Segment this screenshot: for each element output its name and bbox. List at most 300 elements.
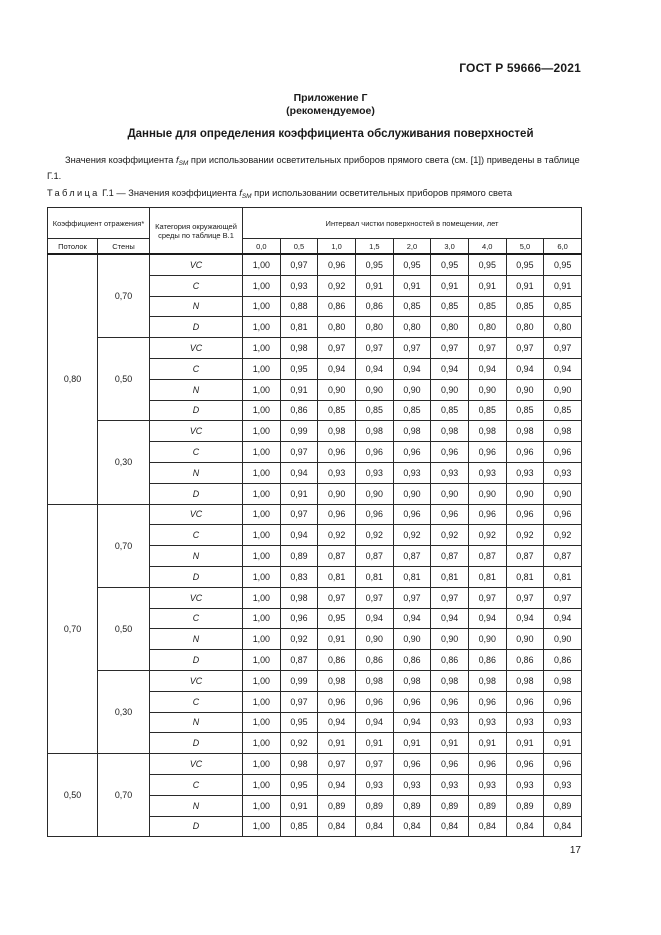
coefficient-value: 0,90 [468, 629, 506, 650]
coefficient-value: 0,94 [355, 358, 393, 379]
intro-symbol: f [175, 155, 179, 165]
coefficient-value: 0,85 [393, 400, 431, 421]
coefficient-value: 0,81 [468, 566, 506, 587]
coefficient-value: 1,00 [243, 379, 281, 400]
caption-number: Г.1 — Значения коэффициента [99, 188, 240, 198]
coefficient-value: 1,00 [243, 358, 281, 379]
coefficient-value: 0,85 [280, 816, 318, 837]
annex-subtitle: (рекомендуемое) [286, 105, 375, 117]
interval-2: 1,0 [318, 239, 356, 255]
coefficient-value: 0,96 [544, 442, 582, 463]
coefficient-value: 0,90 [393, 483, 431, 504]
coefficient-value: 0,98 [468, 670, 506, 691]
coefficient-value: 1,00 [243, 691, 281, 712]
coefficient-value: 0,96 [355, 442, 393, 463]
document-code: ГОСТ Р 59666—2021 [459, 61, 581, 75]
coefficient-value: 0,85 [431, 296, 469, 317]
category-value: N [150, 379, 243, 400]
coefficient-value: 0,86 [431, 650, 469, 671]
coefficient-value: 0,93 [280, 275, 318, 296]
coefficient-value: 0,87 [280, 650, 318, 671]
coefficient-value: 1,00 [243, 317, 281, 338]
coefficient-value: 0,91 [280, 483, 318, 504]
walls-value: 0,50 [98, 587, 150, 670]
coefficient-value: 0,86 [280, 400, 318, 421]
coefficient-value: 0,91 [468, 733, 506, 754]
interval-7: 5,0 [506, 239, 544, 255]
category-header: Категория окружающей среды по таблице В.1 [150, 208, 243, 255]
ceiling-header: Потолок [48, 239, 98, 255]
coefficient-value: 0,92 [393, 525, 431, 546]
category-value: VC [150, 504, 243, 525]
coefficient-value: 0,86 [355, 296, 393, 317]
coefficient-value: 0,96 [431, 504, 469, 525]
coefficient-value: 0,92 [544, 525, 582, 546]
coefficient-value: 0,86 [468, 650, 506, 671]
coefficient-value: 1,00 [243, 400, 281, 421]
coefficient-value: 0,84 [393, 816, 431, 837]
coefficient-value: 0,90 [468, 379, 506, 400]
coefficient-value: 1,00 [243, 546, 281, 567]
table-row [48, 504, 582, 525]
coefficient-value: 0,80 [355, 317, 393, 338]
category-value: N [150, 462, 243, 483]
coefficient-value: 0,96 [468, 504, 506, 525]
coefficient-value: 0,93 [393, 774, 431, 795]
coefficient-value: 0,97 [355, 587, 393, 608]
category-value: VC [150, 670, 243, 691]
coefficient-value: 0,96 [506, 754, 544, 775]
coefficient-value: 0,98 [544, 670, 582, 691]
coefficient-value: 0,96 [393, 504, 431, 525]
coefficient-value: 0,97 [280, 504, 318, 525]
coefficient-value: 0,92 [280, 733, 318, 754]
coefficient-value: 0,93 [544, 462, 582, 483]
intro-symbol-sub: SM [178, 160, 189, 167]
coefficient-value: 0,81 [355, 566, 393, 587]
coefficient-value: 0,89 [280, 546, 318, 567]
coefficient-value: 0,97 [544, 338, 582, 359]
coefficient-value: 0,97 [355, 754, 393, 775]
category-value: D [150, 650, 243, 671]
coefficient-value: 0,96 [393, 754, 431, 775]
coefficient-value: 0,88 [280, 296, 318, 317]
table-row [48, 254, 582, 275]
coefficient-value: 0,80 [318, 317, 356, 338]
coefficient-value: 0,96 [318, 691, 356, 712]
coefficient-value: 1,00 [243, 754, 281, 775]
coefficient-value: 0,96 [468, 754, 506, 775]
coefficient-value: 0,96 [280, 608, 318, 629]
coefficient-value: 0,97 [355, 338, 393, 359]
coefficient-value: 0,86 [355, 650, 393, 671]
coefficient-value: 0,98 [280, 338, 318, 359]
interval-6: 4,0 [468, 239, 506, 255]
coefficient-value: 1,00 [243, 566, 281, 587]
table-body [48, 254, 582, 837]
header-row-2 [48, 239, 582, 255]
category-value: D [150, 400, 243, 421]
coefficient-value: 1,00 [243, 421, 281, 442]
category-value: VC [150, 254, 243, 275]
walls-value: 0,30 [98, 670, 150, 753]
coefficient-value: 0,93 [468, 712, 506, 733]
table-row [48, 754, 582, 775]
coefficient-value: 0,81 [506, 566, 544, 587]
coefficient-value: 0,97 [431, 338, 469, 359]
coefficient-value: 0,90 [393, 629, 431, 650]
coefficient-value: 0,87 [393, 546, 431, 567]
coefficient-value: 1,00 [243, 650, 281, 671]
coefficient-value: 0,93 [355, 462, 393, 483]
ceiling-value: 0,70 [48, 504, 98, 754]
coefficient-value: 0,84 [431, 816, 469, 837]
coefficient-value: 0,94 [393, 712, 431, 733]
coefficient-value: 0,98 [431, 670, 469, 691]
coefficient-value: 0,94 [280, 525, 318, 546]
caption-symbol: f [239, 188, 242, 198]
caption-after: при использовании осветительных приборов прямого света [251, 188, 513, 198]
coefficient-value: 1,00 [243, 275, 281, 296]
coefficient-value: 0,89 [468, 795, 506, 816]
section-title: Данные для определения коэффициента обслуживания поверхностей [127, 128, 534, 140]
coefficient-value: 0,95 [468, 254, 506, 275]
coefficient-value: 0,96 [544, 754, 582, 775]
coefficient-value: 0,98 [468, 421, 506, 442]
coefficient-value: 0,97 [506, 587, 544, 608]
category-value: C [150, 442, 243, 463]
coefficient-value: 0,98 [280, 587, 318, 608]
coefficient-value: 0,91 [280, 379, 318, 400]
coefficient-value: 0,90 [431, 379, 469, 400]
category-value: C [150, 275, 243, 296]
coefficient-value: 0,96 [544, 504, 582, 525]
coefficient-value: 0,98 [393, 421, 431, 442]
coefficient-value: 0,91 [393, 275, 431, 296]
walls-value: 0,70 [98, 254, 150, 338]
ceiling-value: 0,80 [48, 254, 98, 504]
coefficient-value: 0,85 [506, 296, 544, 317]
interval-4: 2,0 [393, 239, 431, 255]
coefficient-value: 0,97 [280, 691, 318, 712]
coefficient-value: 0,94 [468, 358, 506, 379]
coefficient-value: 0,97 [468, 338, 506, 359]
coefficient-value: 0,92 [318, 525, 356, 546]
category-value: C [150, 525, 243, 546]
interval-1: 0,5 [280, 239, 318, 255]
coefficient-value: 0,97 [318, 754, 356, 775]
coefficient-value: 0,98 [393, 670, 431, 691]
coefficient-value: 0,93 [355, 774, 393, 795]
coefficient-value: 0,96 [506, 442, 544, 463]
coefficient-value: 0,84 [355, 816, 393, 837]
coefficient-value: 0,91 [431, 733, 469, 754]
coefficient-value: 0,97 [506, 338, 544, 359]
interval-8: 6,0 [544, 239, 582, 255]
coefficient-value: 0,97 [280, 442, 318, 463]
category-value: N [150, 629, 243, 650]
coefficient-value: 0,94 [318, 712, 356, 733]
coefficient-value: 0,97 [318, 587, 356, 608]
coefficient-value: 0,83 [280, 566, 318, 587]
coefficient-value: 0,91 [544, 275, 582, 296]
coefficient-value: 0,85 [431, 400, 469, 421]
coefficient-value: 0,80 [544, 317, 582, 338]
coefficient-value: 1,00 [243, 774, 281, 795]
category-value: VC [150, 338, 243, 359]
coefficient-value: 0,94 [318, 774, 356, 795]
coefficient-value: 0,98 [431, 421, 469, 442]
coefficient-value: 0,93 [544, 774, 582, 795]
category-value: VC [150, 421, 243, 442]
coefficient-value: 0,81 [393, 566, 431, 587]
coefficient-value: 0,84 [468, 816, 506, 837]
coefficient-value: 0,97 [393, 338, 431, 359]
coefficient-value: 1,00 [243, 504, 281, 525]
coefficient-value: 0,97 [393, 587, 431, 608]
coefficient-value: 0,96 [468, 442, 506, 463]
coefficient-value: 1,00 [243, 296, 281, 317]
coefficient-value: 1,00 [243, 733, 281, 754]
coefficient-value: 0,96 [506, 504, 544, 525]
coefficient-value: 0,93 [431, 774, 469, 795]
coefficient-value: 0,90 [355, 483, 393, 504]
walls-value: 0,30 [98, 421, 150, 504]
coefficient-value: 0,98 [280, 754, 318, 775]
coefficient-value: 0,89 [544, 795, 582, 816]
coefficient-value: 0,86 [318, 296, 356, 317]
coefficient-value: 0,91 [318, 733, 356, 754]
category-value: D [150, 733, 243, 754]
coefficient-value: 0,87 [355, 546, 393, 567]
coefficient-value: 0,90 [355, 379, 393, 400]
coefficient-value: 0,91 [544, 733, 582, 754]
coefficient-value: 0,96 [393, 691, 431, 712]
coefficient-value: 0,98 [318, 670, 356, 691]
interval-0: 0,0 [243, 239, 281, 255]
table-row [48, 421, 582, 442]
coefficient-value: 0,93 [468, 774, 506, 795]
category-value: C [150, 358, 243, 379]
coefficient-value: 0,94 [544, 358, 582, 379]
coefficient-value: 0,93 [318, 462, 356, 483]
coefficient-value: 0,94 [355, 608, 393, 629]
coefficient-value: 0,87 [544, 546, 582, 567]
category-value: N [150, 795, 243, 816]
coefficient-value: 0,95 [280, 358, 318, 379]
caption-symbol-sub: SM [241, 193, 252, 200]
coefficient-value: 0,80 [431, 317, 469, 338]
coefficient-value: 0,95 [280, 712, 318, 733]
coefficient-value: 0,97 [431, 587, 469, 608]
category-value: N [150, 296, 243, 317]
coefficient-value: 0,95 [280, 774, 318, 795]
category-value: C [150, 691, 243, 712]
coefficient-value: 0,95 [318, 608, 356, 629]
coefficient-value: 0,87 [431, 546, 469, 567]
coefficient-value: 0,97 [544, 587, 582, 608]
caption-label: Таблица [47, 188, 100, 198]
coefficient-value: 0,96 [318, 504, 356, 525]
coefficient-value: 0,80 [468, 317, 506, 338]
walls-value: 0,70 [98, 754, 150, 837]
category-value: D [150, 317, 243, 338]
coefficient-value: 0,86 [544, 650, 582, 671]
coefficient-value: 1,00 [243, 462, 281, 483]
coefficient-value: 0,92 [468, 525, 506, 546]
coefficient-value: 0,91 [280, 795, 318, 816]
coefficient-value: 0,85 [468, 296, 506, 317]
coefficient-value: 0,93 [506, 774, 544, 795]
coefficient-value: 0,96 [393, 442, 431, 463]
coefficient-value: 0,98 [355, 670, 393, 691]
coefficient-value: 0,90 [431, 629, 469, 650]
coefficient-value: 0,91 [393, 733, 431, 754]
coefficient-value: 0,85 [393, 296, 431, 317]
coefficient-value: 0,96 [431, 691, 469, 712]
coefficient-value: 0,93 [506, 462, 544, 483]
coefficient-value: 0,96 [318, 254, 356, 275]
intro-paragraph [47, 154, 587, 183]
coefficient-value: 0,91 [355, 733, 393, 754]
coefficient-value: 0,93 [468, 462, 506, 483]
header-row-1 [48, 208, 582, 239]
coefficient-value: 0,96 [318, 442, 356, 463]
coefficient-value: 0,94 [431, 608, 469, 629]
category-value: D [150, 566, 243, 587]
walls-header: Стены [98, 239, 150, 255]
coefficient-value: 0,98 [506, 670, 544, 691]
walls-value: 0,70 [98, 504, 150, 587]
interval-3: 1,5 [355, 239, 393, 255]
coefficient-value: 0,84 [506, 816, 544, 837]
category-value: C [150, 608, 243, 629]
coefficient-value: 1,00 [243, 483, 281, 504]
coefficient-value: 0,91 [355, 275, 393, 296]
coefficient-value: 0,98 [355, 421, 393, 442]
coefficient-value: 1,00 [243, 587, 281, 608]
coefficient-value: 0,96 [431, 754, 469, 775]
coefficient-value: 0,96 [355, 691, 393, 712]
coefficient-value: 1,00 [243, 254, 281, 275]
coefficient-value: 0,90 [318, 379, 356, 400]
coefficient-value: 0,89 [355, 795, 393, 816]
coefficient-value: 0,98 [506, 421, 544, 442]
coefficient-value: 0,96 [431, 442, 469, 463]
coefficient-value: 0,87 [318, 546, 356, 567]
coefficient-value: 0,81 [431, 566, 469, 587]
coefficient-value: 1,00 [243, 608, 281, 629]
coefficient-value: 0,89 [506, 795, 544, 816]
coefficient-value: 0,90 [431, 483, 469, 504]
coefficient-value: 0,92 [355, 525, 393, 546]
coefficient-value: 0,94 [506, 608, 544, 629]
category-value: D [150, 483, 243, 504]
coefficient-value: 0,90 [544, 379, 582, 400]
coefficient-value: 0,91 [431, 275, 469, 296]
category-value: VC [150, 754, 243, 775]
coefficient-value: 0,86 [506, 650, 544, 671]
coefficient-value: 0,94 [393, 358, 431, 379]
coefficient-value: 0,92 [318, 275, 356, 296]
coefficient-value: 0,90 [506, 379, 544, 400]
coefficient-value: 0,94 [280, 462, 318, 483]
coefficient-value: 1,00 [243, 629, 281, 650]
annex-title: Приложение Г [293, 92, 368, 104]
coefficient-value: 0,96 [506, 691, 544, 712]
coefficient-value: 0,90 [544, 483, 582, 504]
coefficient-value: 0,85 [544, 296, 582, 317]
coefficient-value: 0,99 [280, 421, 318, 442]
coefficient-value: 0,85 [468, 400, 506, 421]
table-head [48, 208, 582, 255]
coefficient-value: 0,84 [318, 816, 356, 837]
coefficient-value: 0,97 [468, 587, 506, 608]
coefficient-value: 0,92 [280, 629, 318, 650]
coefficient-value: 0,97 [318, 338, 356, 359]
coefficient-value: 0,94 [431, 358, 469, 379]
coefficient-value: 0,90 [468, 483, 506, 504]
coefficient-value: 1,00 [243, 525, 281, 546]
coefficient-value: 0,89 [393, 795, 431, 816]
ceiling-value: 0,50 [48, 754, 98, 837]
coefficient-value: 0,91 [506, 275, 544, 296]
coefficient-value: 0,97 [280, 254, 318, 275]
coefficient-value: 0,87 [468, 546, 506, 567]
coefficient-value: 0,96 [468, 691, 506, 712]
coefficient-value: 0,81 [280, 317, 318, 338]
coefficient-value: 0,93 [431, 712, 469, 733]
coefficient-value: 0,86 [318, 650, 356, 671]
coefficient-value: 0,99 [280, 670, 318, 691]
coefficient-value: 0,94 [318, 358, 356, 379]
category-value: N [150, 712, 243, 733]
table-row [48, 338, 582, 359]
coefficient-value: 0,93 [544, 712, 582, 733]
reflection-header: Коэффициент отражения* [48, 208, 150, 239]
coefficient-value: 0,94 [544, 608, 582, 629]
coefficient-value: 0,90 [355, 629, 393, 650]
coefficient-value: 0,95 [355, 254, 393, 275]
coefficient-value: 0,92 [506, 525, 544, 546]
coefficient-value: 1,00 [243, 712, 281, 733]
coefficient-value: 0,91 [318, 629, 356, 650]
coefficient-value: 0,85 [506, 400, 544, 421]
coefficient-value: 0,80 [393, 317, 431, 338]
coefficient-value: 0,96 [355, 504, 393, 525]
coefficient-value: 0,96 [544, 691, 582, 712]
table-caption [47, 188, 607, 200]
table-row [48, 670, 582, 691]
table-row [48, 587, 582, 608]
coefficient-value: 0,91 [468, 275, 506, 296]
coefficient-value: 0,80 [506, 317, 544, 338]
coefficient-value: 0,90 [393, 379, 431, 400]
category-value: VC [150, 587, 243, 608]
coefficient-value: 0,89 [431, 795, 469, 816]
intro-before: Значения коэффициента [65, 155, 176, 165]
coefficient-value: 0,81 [544, 566, 582, 587]
interval-header: Интервал чистки поверхностей в помещении, лет [243, 208, 582, 239]
coefficient-value: 0,85 [544, 400, 582, 421]
coefficient-value: 1,00 [243, 338, 281, 359]
coefficient-value: 0,92 [431, 525, 469, 546]
coefficient-value: 0,87 [506, 546, 544, 567]
coefficient-value: 0,94 [393, 608, 431, 629]
coefficient-value: 0,94 [355, 712, 393, 733]
walls-value: 0,50 [98, 338, 150, 421]
coefficient-value: 0,90 [318, 483, 356, 504]
